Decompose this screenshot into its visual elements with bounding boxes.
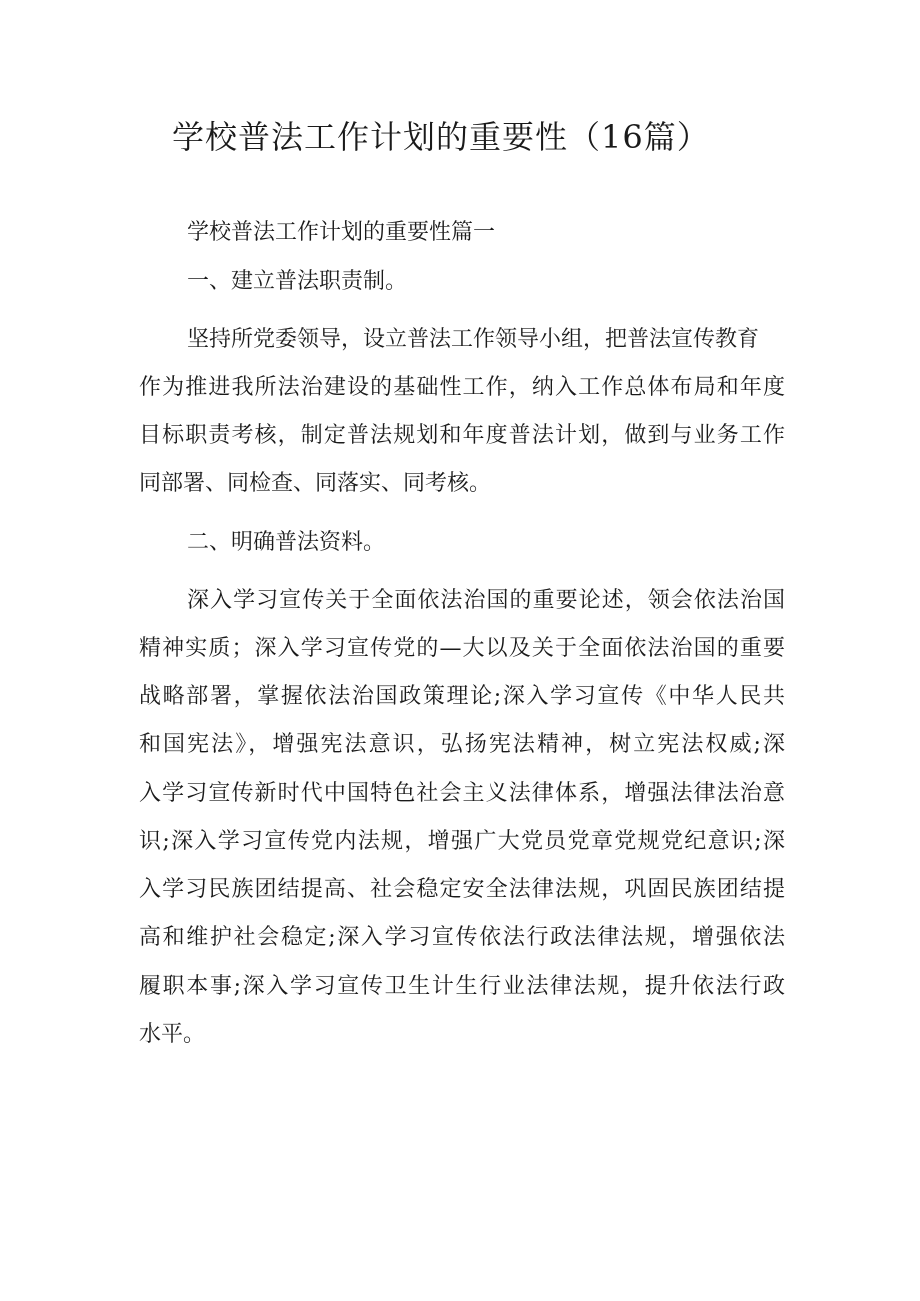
paragraph-2-line-4: 和国宪法》，增强宪法意识，弘扬宪法精神，树立宪法权威;深 [139, 732, 785, 757]
paragraph-1-line-1: 坚持所党委领导，设立普法工作领导小组，把普法宣传教育 [187, 327, 760, 352]
paragraph-2-line-10: 水平。 [139, 1022, 206, 1047]
document-title: 学校普法工作计划的重要性（16篇） [172, 118, 710, 156]
paragraph-2-line-5: 入学习宣传新时代中国特色社会主义法律体系，增强法律法治意 [139, 781, 785, 806]
paragraph-2-line-9: 履职本事;深入学习宣传卫生计生行业法律法规，提升依法行政 [139, 974, 785, 999]
section-heading: 学校普法工作计划的重要性篇一 [187, 220, 496, 245]
paragraph-2-line-2: 精神实质；深入学习宣传党的—大以及关于全面依法治国的重要 [139, 636, 785, 661]
paragraph-2-line-7: 入学习民族团结提高、社会稳定安全法律法规，巩固民族团结提 [139, 877, 785, 902]
paragraph-2-line-6: 识;深入学习宣传党内法规，增强广大党员党章党规党纪意识;深 [139, 829, 785, 854]
paragraph-1-line-4: 同部署、同检查、同落实、同考核。 [139, 471, 492, 496]
paragraph-1-line-2: 作为推进我所法治建设的基础性工作，纳入工作总体布局和年度 [139, 375, 785, 400]
paragraph-1-line-3: 目标职责考核，制定普法规划和年度普法计划，做到与业务工作 [139, 423, 785, 448]
paragraph-2-line-3: 战略部署，掌握依法治国政策理论;深入学习宣传《中华人民共 [139, 684, 785, 709]
paragraph-2-line-1: 深入学习宣传关于全面依法治国的重要论述，领会依法治国 [187, 588, 785, 613]
paragraph-2-line-8: 高和维护社会稳定;深入学习宣传依法行政法律法规，增强依法 [139, 925, 785, 950]
item-heading-2: 二、明确普法资料。 [187, 530, 386, 555]
item-heading-1: 一、建立普法职责制。 [187, 269, 408, 294]
